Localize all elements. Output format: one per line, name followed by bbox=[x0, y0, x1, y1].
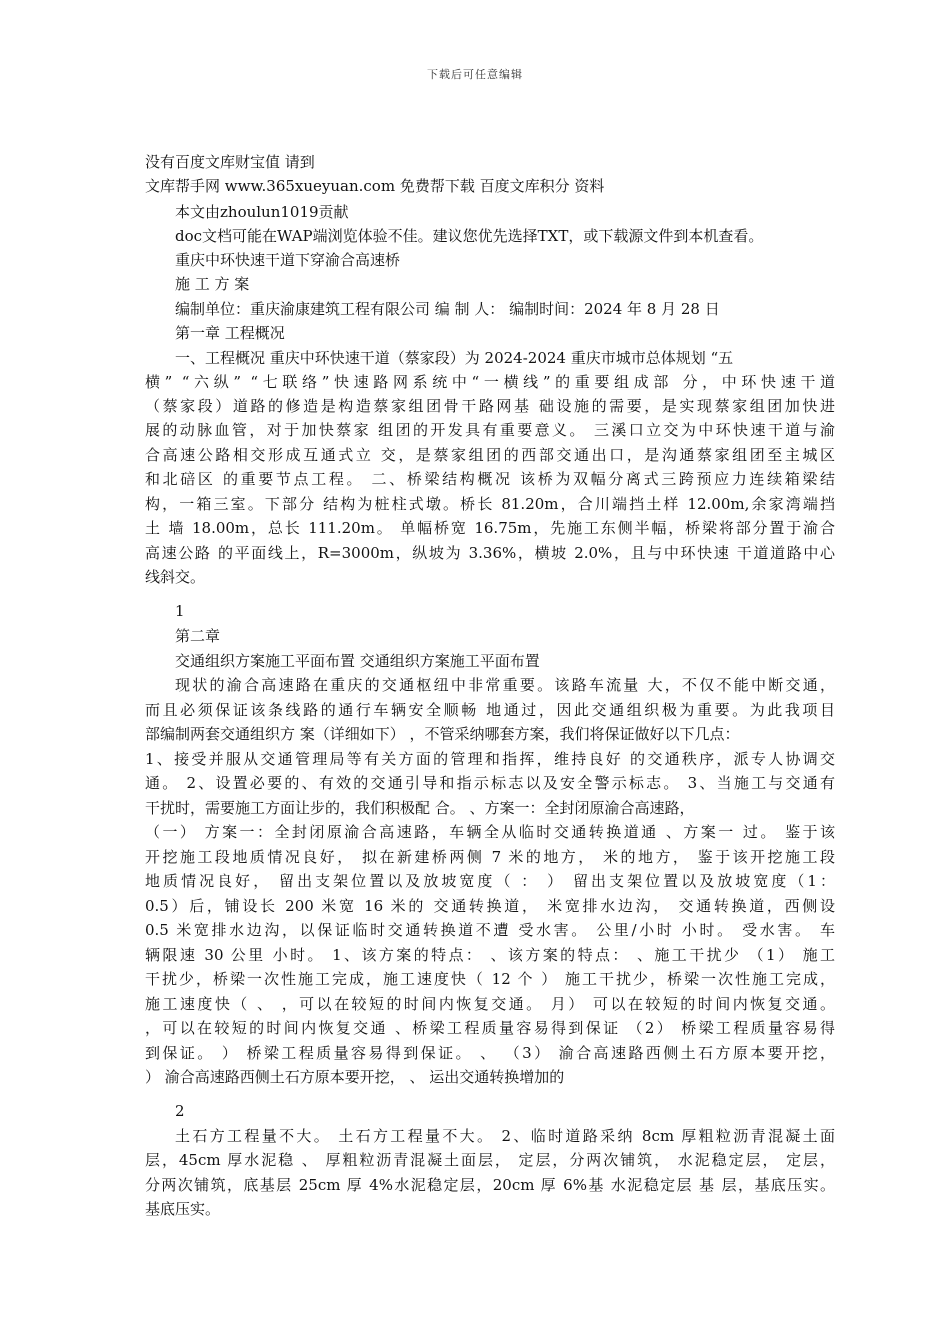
document-subtitle: 施 工 方 案 bbox=[175, 275, 250, 293]
text-line: 0.5）后，铺设长 200 米宽 16 米的 交通转换道， 米宽排水边沟， 交通转换道，西侧设 bbox=[145, 897, 835, 915]
text-line: 层，45cm 厚水泥稳 、 厚粗粒沥青混凝土面层， 定层，分两次铺筑， 水泥稳定层， 定层， bbox=[145, 1151, 835, 1169]
text-line: 开挖施工段地质情况良好， 拟在新建桥两侧 7 米的地方， 米的地方， 鉴于该开挖施工段 bbox=[145, 848, 835, 866]
text-line: 干扰少，桥梁一次性施工完成，施工速度快（ 12 个 ） 施工干扰少，桥梁一次性施工完成， bbox=[145, 970, 835, 988]
text-line: 没有百度文库财宝值 请到 bbox=[145, 153, 315, 171]
text-line: 土 墙 18.00m，总长 111.20m。 单幅桥宽 16.75m，先施工东侧半幅，桥梁将部分置于渝合 bbox=[145, 519, 835, 537]
section-heading: 交通组织方案施工平面布置 交通组织方案施工平面布置 bbox=[175, 652, 540, 670]
page-number: 1 bbox=[175, 602, 185, 620]
page-header: 下载后可任意编辑 bbox=[427, 68, 523, 81]
chapter-heading: 第一章 工程概况 bbox=[175, 324, 285, 342]
text-line: 横” “六纵” “七联络”快速路网系统中“一横线”的重要组成部 分，中环快速干道 bbox=[145, 373, 835, 391]
page-number: 2 bbox=[175, 1102, 185, 1120]
text-line: 1、接受并服从交通管理局等有关方面的管理和指挥，维持良好 的交通秩序，派专人协调交 bbox=[145, 750, 835, 768]
text-line: 文库帮手网 www.365xueyuan.com 免费帮下载 百度文库积分 资料 bbox=[145, 177, 605, 195]
text-line: 0.5 米宽排水边沟，以保证临时交通转换道不遭 受水害。 公里/小时 小时。 受水害。 车 bbox=[145, 921, 835, 939]
text-line: （蔡家段）道路的修造是构造蔡家组团骨干路网基 础设施的需要，是实现蔡家组团加快进 bbox=[145, 397, 835, 415]
chapter-heading: 第二章 bbox=[175, 627, 221, 645]
text-line: 合高速公路相交形成互通式立 交，是蔡家组团的西部交通出口，是沟通蔡家组团至主城区 bbox=[145, 446, 835, 464]
text-line: 高速公路 的平面线上，R=3000m，纵坡为 3.36%，横坡 2.0%，且与中环快速 干道道路中心 bbox=[145, 544, 835, 562]
text-line: 构，一箱三室。下部分 结构为桩柱式墩。桥长 81.20m，合川端挡土样 12.00m,余家湾端挡 bbox=[145, 495, 835, 513]
text-line: 而且必须保证该条线路的通行车辆安全顺畅 地通过，因此交通组织极为重要。为此我项目 bbox=[145, 701, 835, 719]
text-line: 现状的渝合高速路在重庆的交通枢纽中非常重要。该路车流量 大，不仅不能中断交通， bbox=[175, 676, 835, 694]
text-line: 到保证。 ） 桥梁工程质量容易得到保证。 、 （3） 渝合高速路西侧土石方原本要开挖， bbox=[145, 1044, 835, 1062]
text-line: ） 渝合高速路西侧土石方原本要开挖， 、 运出交通转换增加的 bbox=[145, 1068, 565, 1086]
text-line: 施工速度快（ 、 ，可以在较短的时间内恢复交通。 月） 可以在较短的时间内恢复交通。 bbox=[145, 995, 835, 1013]
text-line: （一） 方案一：全封闭原渝合高速路，车辆全从临时交通转换道通 、方案一 过。 鉴于该 bbox=[145, 823, 835, 841]
text-line: 干扰时，需要施工方面让步的，我们积极配 合。 、方案一：全封闭原渝合高速路， bbox=[145, 799, 695, 817]
text-line: 一、工程概况 重庆中环快速干道（蔡家段）为 2024-2024 重庆市城市总体规划 “五 bbox=[175, 349, 734, 367]
text-line: ，可以在较短的时间内恢复交通 、桥梁工程质量容易得到保证 （2） 桥梁工程质量容易得 bbox=[145, 1019, 835, 1037]
document-title: 重庆中环快速干道下穿渝合高速桥 bbox=[175, 251, 401, 269]
text-line: doc文档可能在WAP端浏览体验不佳。建议您优先选择TXT，或下载源文件到本机查看。 bbox=[175, 227, 764, 245]
text-line: 分两次铺筑，底基层 25cm 厚 4%水泥稳定层，20cm 厚 6%基 水泥稳定层 基 层，基底压实。 bbox=[145, 1176, 835, 1194]
text-line: 辆限速 30 公里 小时。 1、该方案的特点： 、该方案的特点： 、施工干扰少 （1） 施工 bbox=[145, 946, 835, 964]
text-line: 部编制两套交通组织方 案（详细如下） ，不管采纳哪套方案，我们将保证做好以下几点： bbox=[145, 725, 740, 743]
text-line: 土石方工程量不大。 土石方工程量不大。 2、临时道路采纳 8cm 厚粗粒沥青混凝土面 bbox=[175, 1127, 835, 1145]
text-line: 线斜交。 bbox=[145, 568, 206, 586]
text-line: 基底压实。 bbox=[145, 1200, 221, 1218]
text-line: 通。 2、设置必要的、有效的交通引导和指示标志以及安全警示标志。 3、当施工与交通有 bbox=[145, 774, 835, 792]
text-line: 地质情况良好， 留出支架位置以及放坡宽度（ ： ） 留出支架位置以及放坡宽度（1： bbox=[145, 872, 835, 890]
text-line: 本文由zhoulun1019贡献 bbox=[175, 203, 349, 221]
text-line: 编制单位：重庆渝康建筑工程有限公司 编 制 人： 编制时间：2024 年 8 月 28 日 bbox=[175, 300, 720, 318]
text-line: 展的动脉血管，对于加快蔡家 组团的开发具有重要意义。 三溪口立交为中环快速干道与渝 bbox=[145, 421, 835, 439]
text-line: 和北碚区 的重要节点工程。 二、桥梁结构概况 该桥为双幅分离式三跨预应力连续箱梁结 bbox=[145, 470, 835, 488]
